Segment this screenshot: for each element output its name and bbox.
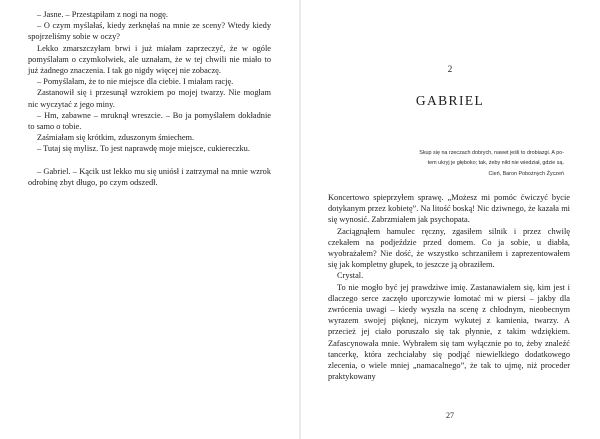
epigraph-line: Skup się na rzeczach dobrych, nawet jeśli to drobiazgi. A po- [419,150,564,156]
paragraph: Koncertowo spieprzyłem sprawę. „Możesz mi pomóc ćwiczyć bycie dotykanym przez kobietę”. Na litość boską! Nic dziwnego, że kazała mi się wynosić. Zabrzmiałem jak psychopata. [328,193,570,225]
paragraph: Lekko zmarszczyłam brwi i już miałam zaprzeczyć, że w ogóle pomyślałam o czymkolwiek, ale uznałam, że w tej chwili nie miało to już żadnego znaczenia. I tak go nigdy więcej nie zobaczę. [28,43,271,76]
paragraph: Crystal. [337,271,364,281]
paragraph: – O czym myślałaś, kiedy zerknęłaś na mnie ze sceny? Wtedy kiedy spojrzeliśmy sobie w oczy? [28,21,271,42]
paragraph: To nie mogło być jej prawdziwe imię. Zastanawiałem się, kim jest i dlaczego serce zaczęło uporczywie łomotać mi w piersi – jakby dla zwrócenia uwagi – kiedy wyszła na scenę z chłodnym, nieobecnym wyrazem swojej pięknej, niczym wykutej z kamienia, twarzy. A przecież jej ciało poruszało się tak płynnie, z takim wdziękiem. Zafascynowała mnie. Wybrałem się tam wyłącznie po to, żeby znaleźć tancerkę, która zechciałaby się podjąć niewielkiego dodatkowego zlecenia, o wiele mniej „namacalnego”, że tak to ujmę, niż proceder praktykowany [328,282,570,382]
paragraph: – Pomyślałam, że to nie miejsce dla ciebie. I miałam rację. [37,77,234,87]
paragraph: Zastanowił się i przesunął wzrokiem po mojej twarzy. Nie mogłam nic wyczytać z jego miny. [28,88,271,109]
epigraph-attribution: Cień, Baron Pobożnych Życzeń [488,170,564,177]
paragraph: Zaśmiałam się krótkim, zduszonym śmiechem. [37,133,195,143]
page-number: 27 [446,411,454,420]
right-page [300,0,600,439]
chapter-number: 2 [447,64,453,74]
paragraph: Zaciągnąłem hamulec ręczny, zgasiłem silnik i przez chwilę czekałem na podjeździe przed domem. Co ja sobie, u diabła, wyobrażałem? Nie dość, że wszystko schrzaniłem i zaprezentowałem się jak kompletny głupek, to jeszcze ją obraziłem. [328,226,570,270]
right-page-text [328,192,570,382]
chapter-title: GABRIEL [415,93,485,108]
paragraph: – Hm, zabawne – mruknął wreszcie. – Bo ja pomyślałem dokładnie to samo o tobie. [28,110,271,132]
paragraph: – Jasne. – Przestąpiłam z nogi na nogę. [37,10,168,19]
epigraph-line: tem ukryj je głęboko; tak, żeby nikt nie wiedział, gdzie są. [427,159,564,166]
epigraph [336,149,564,179]
left-page-text [28,9,271,188]
paragraph: – Tutaj się mylisz. To jest naprawdę moje miejsce, cukiereczku. [37,144,250,154]
paragraph: – Gabriel. – Kącik ust lekko mu się uniósł i zatrzymał na mnie wzrok odrobinę zbyt długo, po czym odszedł. [28,166,271,188]
